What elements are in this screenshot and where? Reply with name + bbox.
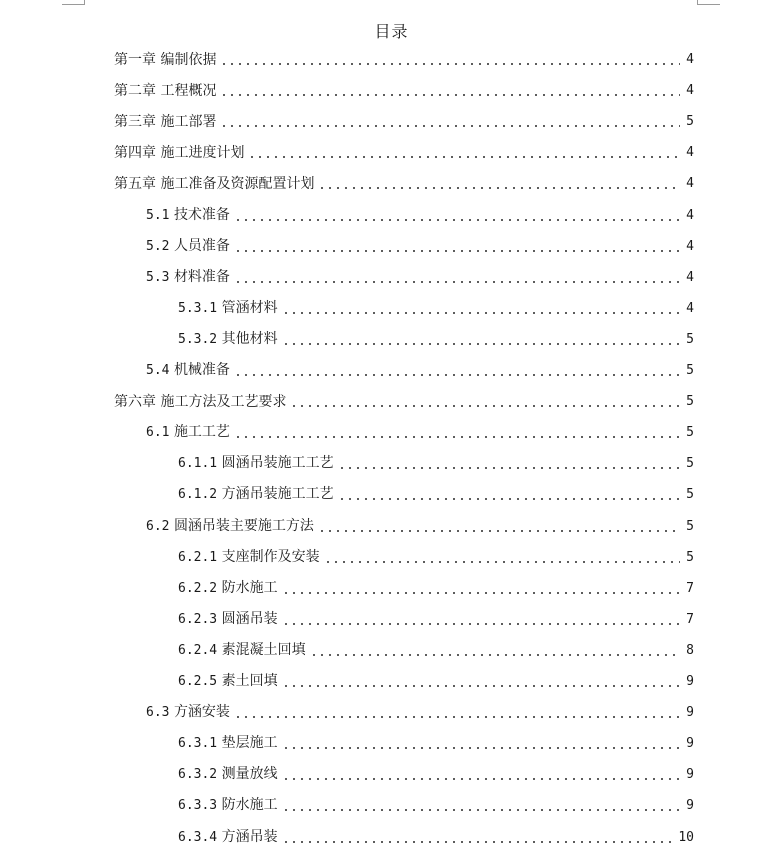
- toc-entry-label: [178, 641, 306, 660]
- toc-entry[interactable]: [146, 234, 694, 256]
- toc-entry-text: 素土回填: [221, 673, 278, 689]
- toc-entry-label: [146, 517, 314, 536]
- toc-entry-number: 6.1.2: [178, 487, 218, 503]
- toc-entry-number: 6.2.4: [178, 642, 218, 658]
- toc-entry-label: [178, 579, 278, 598]
- toc-entry-label: [178, 828, 278, 847]
- toc-entry[interactable]: [146, 420, 694, 442]
- toc-entry-text: 素混凝土回填: [221, 641, 306, 658]
- toc-entry[interactable]: [178, 296, 694, 318]
- toc-entry-label: [114, 175, 314, 193]
- dot-leader: [220, 94, 680, 96]
- toc-entry-number: 第三章: [114, 114, 156, 131]
- dot-leader: [318, 187, 680, 189]
- toc-entry-number: 5.3: [146, 269, 170, 285]
- toc-entry-label: [114, 82, 216, 100]
- toc-entry-page-number: 5: [686, 487, 694, 503]
- dot-leader: [234, 436, 680, 438]
- dot-leader: [282, 343, 680, 345]
- toc-entry-page-number: 5: [686, 394, 694, 410]
- toc-entry-number: 第四章: [114, 145, 156, 162]
- dot-leader: [234, 281, 680, 283]
- toc-entry-text: 施工准备及资源配置计划: [160, 176, 315, 193]
- toc-entry-number: 6.3.1: [178, 736, 218, 752]
- toc-entry-number: 6.1.1: [178, 456, 218, 472]
- toc-entry-text: 人员准备: [173, 237, 230, 254]
- toc-entry[interactable]: [178, 576, 694, 598]
- toc-entry-label: [114, 51, 216, 69]
- dot-leader: [338, 467, 680, 469]
- toc-entry-label: [178, 548, 320, 567]
- toc-entry-page-number: 9: [686, 798, 694, 814]
- toc-entry-page-number: 10: [678, 829, 694, 845]
- toc-entry-number: 第五章: [114, 176, 156, 193]
- dot-leader: [282, 685, 680, 687]
- toc-entry-text: 圆涵吊装: [221, 610, 278, 627]
- toc-entry[interactable]: [178, 607, 694, 629]
- toc-entry-number: 6.1: [146, 425, 170, 441]
- dot-leader: [338, 498, 680, 500]
- toc-entry-page-number: 5: [686, 518, 694, 534]
- toc-entry-label: [114, 144, 244, 162]
- toc-entry-text: 施工进度计划: [160, 145, 245, 162]
- toc-entry-text: 圆涵吊装施工工艺: [221, 455, 334, 472]
- toc-entry-page-number: 4: [686, 145, 694, 161]
- toc-entry-label: [146, 361, 230, 380]
- toc-entry-page-number: 9: [686, 736, 694, 752]
- toc-entry-number: 5.2: [146, 238, 170, 254]
- toc-entry-number: 6.3.2: [178, 767, 218, 783]
- toc-entry-number: 第二章: [114, 83, 156, 100]
- dot-leader: [220, 125, 680, 127]
- toc-entry[interactable]: [178, 762, 694, 784]
- toc-entry[interactable]: [178, 327, 694, 349]
- crop-mark-left: [62, 0, 85, 5]
- toc-entry-text: 工程概况: [160, 83, 217, 100]
- toc-entry-page-number: 5: [686, 363, 694, 378]
- toc-entry-text: 编制依据: [160, 52, 217, 68]
- toc-entry-label: [178, 796, 278, 815]
- toc-entry-number: 6.3: [146, 705, 170, 721]
- toc-entry-page-number: 9: [686, 705, 694, 721]
- dot-leader: [282, 778, 680, 780]
- toc-entry-text: 防水施工: [221, 579, 278, 596]
- toc-entry-label: [178, 485, 334, 504]
- toc-entry-page-number: 5: [686, 425, 694, 441]
- toc-entry-page-number: 5: [686, 331, 694, 347]
- toc-entry[interactable]: [146, 514, 694, 536]
- toc-entry[interactable]: [146, 358, 694, 380]
- toc-entry-page-number: 7: [686, 611, 694, 627]
- toc-entry-number: 6.3.4: [178, 829, 218, 845]
- toc-entry-page-number: 5: [686, 549, 694, 565]
- toc-entry-text: 方涵吊装施工工艺: [221, 486, 334, 503]
- crop-mark-right: [697, 0, 720, 5]
- dot-leader: [234, 374, 680, 376]
- toc-entry-number: 5.3.2: [178, 331, 218, 347]
- toc-entry[interactable]: [178, 825, 694, 847]
- toc-entry-text: 方涵吊装: [221, 828, 278, 845]
- toc-entry[interactable]: [146, 700, 694, 722]
- toc-entry-number: 第一章: [114, 52, 156, 68]
- toc-entry-page-number: 4: [686, 207, 694, 223]
- toc-entry-label: [178, 299, 278, 318]
- dot-leader: [234, 250, 680, 252]
- toc-entry-text: 技术准备: [173, 206, 230, 223]
- toc-entry-number: 5.3.1: [178, 300, 218, 316]
- toc-entry-number: 6.2.2: [178, 580, 218, 596]
- dot-leader: [290, 405, 680, 407]
- toc-entry[interactable]: [178, 545, 694, 567]
- toc-entry-page-number: 4: [686, 176, 694, 192]
- dot-leader: [282, 623, 680, 625]
- toc-entry-page-number: 5: [686, 456, 694, 472]
- toc-entry-text: 管涵材料: [221, 299, 278, 316]
- toc-entry-text: 机械准备: [173, 362, 230, 378]
- toc-entry-page-number: 4: [686, 238, 694, 254]
- dot-leader: [282, 592, 680, 594]
- toc-entry-text: 施工工艺: [173, 424, 230, 441]
- toc-entry-label: [146, 206, 230, 225]
- toc-entry-label: [178, 765, 278, 784]
- toc-entry-text: 圆涵吊装主要施工方法: [173, 517, 314, 534]
- dot-leader: [282, 747, 680, 749]
- toc-entry-page-number: 9: [686, 767, 694, 783]
- toc-entry[interactable]: [178, 638, 694, 660]
- toc-entry-label: [146, 703, 230, 722]
- toc-entry[interactable]: [178, 451, 694, 473]
- toc-entry[interactable]: [114, 78, 694, 100]
- toc-entry-number: 5.4: [146, 363, 170, 378]
- toc-entry-number: 6.2.5: [178, 674, 218, 689]
- toc-entry-page-number: 7: [686, 580, 694, 596]
- toc-entry-text: 材料准备: [173, 268, 230, 285]
- toc-entry[interactable]: [114, 389, 694, 411]
- toc-entry-label: [178, 734, 278, 753]
- toc-entry-text: 施工部署: [160, 114, 217, 131]
- toc-entry[interactable]: [178, 731, 694, 753]
- toc-entry-label: [178, 672, 278, 691]
- toc-entry-page-number: 4: [686, 300, 694, 316]
- dot-leader: [220, 63, 680, 65]
- dot-leader: [324, 561, 680, 563]
- toc-entry[interactable]: [178, 669, 694, 691]
- toc-entry[interactable]: [146, 265, 694, 287]
- toc-entry-page-number: 4: [686, 52, 694, 67]
- toc-entry-number: 6.2: [146, 518, 170, 534]
- toc-entry-number: 6.3.3: [178, 798, 218, 814]
- dot-leader: [282, 841, 673, 843]
- toc-entry[interactable]: [178, 793, 694, 815]
- toc-entry-label: [146, 237, 230, 256]
- dot-leader: [248, 156, 680, 158]
- toc-entry[interactable]: [114, 140, 694, 162]
- toc-entry-label: [178, 454, 334, 473]
- toc-entry-page-number: 9: [686, 674, 694, 689]
- toc-entry-text: 其他材料: [221, 330, 278, 347]
- toc-title: 目录: [374, 22, 409, 41]
- toc-entry-number: 5.1: [146, 207, 170, 223]
- toc-entry-page-number: 5: [686, 114, 694, 130]
- toc-entry[interactable]: [114, 171, 694, 193]
- toc-entry-number: 6.2.1: [178, 549, 218, 565]
- toc-entry-label: [114, 393, 286, 411]
- toc-entry-number: 6.2.3: [178, 611, 218, 627]
- dot-leader: [282, 312, 680, 314]
- toc-entry-label: [146, 423, 230, 442]
- dot-leader: [310, 654, 680, 656]
- dot-leader: [318, 530, 680, 532]
- toc-entry-text: 垫层施工: [221, 735, 278, 752]
- toc-entry-text: 施工方法及工艺要求: [160, 394, 287, 411]
- toc-entry-number: 第六章: [114, 394, 156, 411]
- toc-entry-text: 防水施工: [221, 797, 278, 814]
- toc-entry[interactable]: [114, 109, 694, 131]
- toc-entry-label: [114, 113, 216, 131]
- dot-leader: [234, 219, 680, 221]
- dot-leader: [282, 809, 680, 811]
- toc-entry-text: 方涵安装: [173, 704, 230, 721]
- toc-entry[interactable]: [146, 203, 694, 225]
- dot-leader: [234, 716, 680, 718]
- toc-entry[interactable]: [114, 47, 694, 69]
- toc-entry-label: [178, 610, 278, 629]
- toc-entry-page-number: 8: [686, 642, 694, 658]
- toc-entry-page-number: 4: [686, 269, 694, 285]
- toc-entry-page-number: 4: [686, 83, 694, 99]
- toc-entry-label: [146, 268, 230, 287]
- toc-entry-text: 测量放线: [221, 766, 278, 783]
- toc-entry-label: [178, 330, 278, 349]
- toc-entry[interactable]: [178, 482, 694, 504]
- toc-entry-text: 支座制作及安装: [221, 548, 320, 565]
